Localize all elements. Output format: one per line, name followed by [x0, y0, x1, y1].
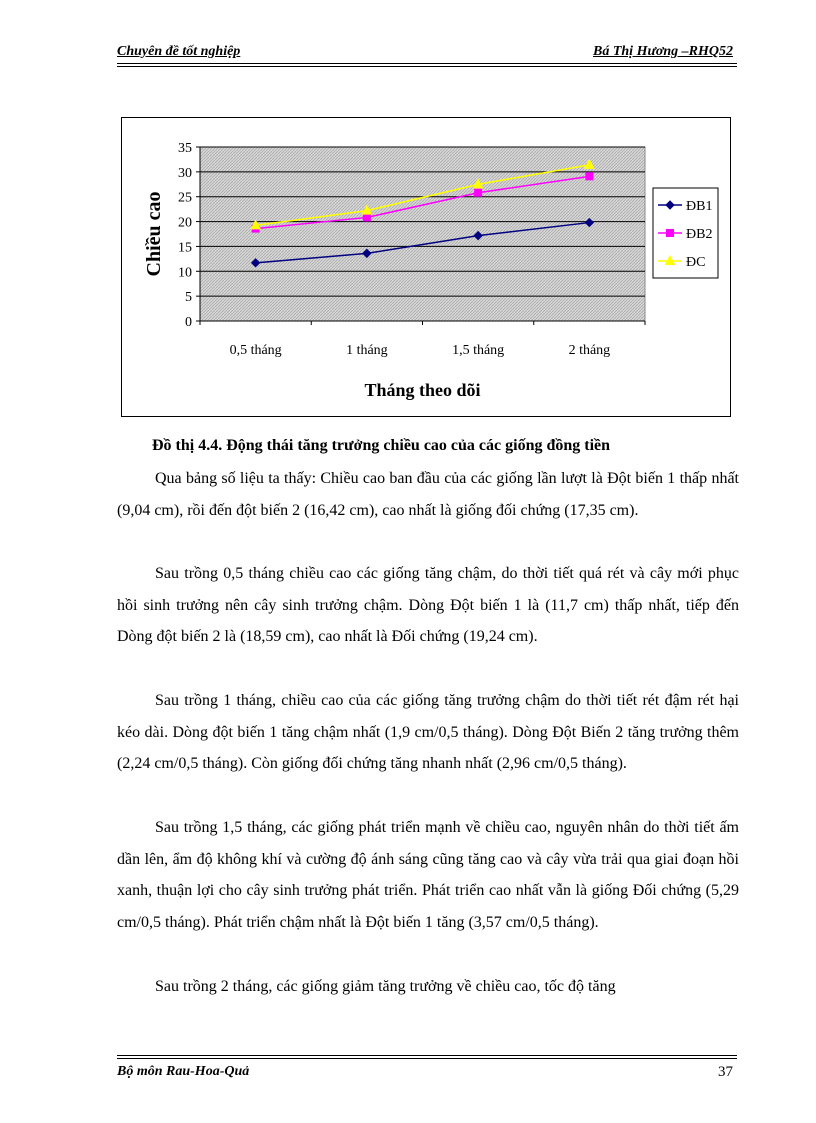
paragraph-4: Sau trồng 1,5 tháng, các giống phát triển mạnh về chiều cao, nguyên nhân do thời tiết ấm dần lên, ẩm độ không khí và cường độ ánh sáng cũng tăng cao và cây vừa trải qua giai đoạn hồi xanh, thuận lợi cho cây sinh trưởng phát triển. Phát triển cao nhất vẫn là giống Đối chứng (5,29 cm/0,5 tháng). Phát triển chậm nhất là Đột biến 1 tăng (3,57 cm/0,5 tháng). — [117, 819, 739, 931]
y-tick-label: 30 — [178, 165, 192, 181]
header-right: Bá Thị Hương –RHQ52 — [593, 44, 733, 59]
y-tick-label: 20 — [178, 215, 192, 231]
y-tick-label: 15 — [178, 240, 192, 256]
legend-marker-2 — [667, 230, 674, 237]
y-tick-label: 35 — [178, 141, 192, 156]
footer-rule — [117, 1058, 737, 1059]
chart-frame — [121, 117, 731, 417]
page-number: 37 — [718, 1064, 733, 1080]
y-tick-label: 5 — [185, 290, 192, 306]
paragraph-5: Sau trồng 2 tháng, các giống giảm tăng trưởng về chiều cao, tốc độ tăng — [155, 978, 616, 995]
data-point-series-2 — [586, 173, 593, 180]
paragraph-2: Sau trồng 0,5 tháng chiều cao các giống tăng chậm, do thời tiết quá rét và cây mới phục hồi sinh trưởng nên cây sinh trưởng chậm. Dòng Đột biến 1 là (11,7 cm) thấp nhất, tiếp đến Dòng đột biến 2 là (18,59 cm), cao nhất là Đối chứng (19,24 cm). — [117, 565, 739, 646]
header-rule — [117, 63, 737, 64]
x-axis-title: Tháng theo dõi — [364, 380, 481, 400]
plot-area — [200, 147, 645, 321]
x-tick-label: 1 tháng — [346, 343, 388, 358]
figure-caption: Đồ thị 4.4. Động thái tăng trưởng chiều cao của các giống đồng tiền — [152, 437, 611, 454]
y-tick-label: 25 — [178, 190, 192, 206]
x-tick-label: 0,5 tháng — [229, 343, 282, 358]
header-rule-thin — [117, 66, 737, 67]
paragraph-1: Qua bảng số liệu ta thấy: Chiều cao ban đầu của các giống lần lượt là Đột biến 1 thấp nhất (9,04 cm), rồi đến đột biến 2 (16,42 cm), cao nhất là giống đối chứng (17,35 cm). — [117, 470, 739, 519]
legend-label: ĐB2 — [686, 227, 713, 242]
y-tick-label: 10 — [178, 265, 192, 281]
legend-label: ĐC — [686, 255, 706, 270]
x-tick-label: 2 tháng — [568, 343, 611, 358]
y-tick-label: 0 — [185, 315, 192, 330]
paragraph-3: Sau trồng 1 tháng, chiều cao của các giống tăng trưởng chậm do thời tiết rét đậm rét hại kéo dài. Dòng đột biến 1 tăng chậm nhất (1,9 cm/0,5 tháng). Dòng Đột Biến 2 tăng trưởng thêm (2,24 cm/0,5 tháng). Còn giống đối chứng tăng nhanh nhất (2,96 cm/0,5 tháng). — [117, 692, 739, 773]
footer-rule-thin — [117, 1055, 737, 1056]
height-growth-chart — [122, 118, 730, 416]
y-axis-title: Chiều cao — [143, 191, 165, 277]
footer-department: Bộ môn Rau-Hoa-Quả — [117, 1064, 250, 1079]
header-left: Chuyên đề tốt nghiệp — [117, 44, 241, 59]
legend-label: ĐB1 — [686, 199, 713, 214]
data-point-series-2 — [363, 214, 370, 221]
x-tick-label: 1,5 tháng — [452, 343, 505, 358]
data-point-series-2 — [475, 189, 482, 196]
